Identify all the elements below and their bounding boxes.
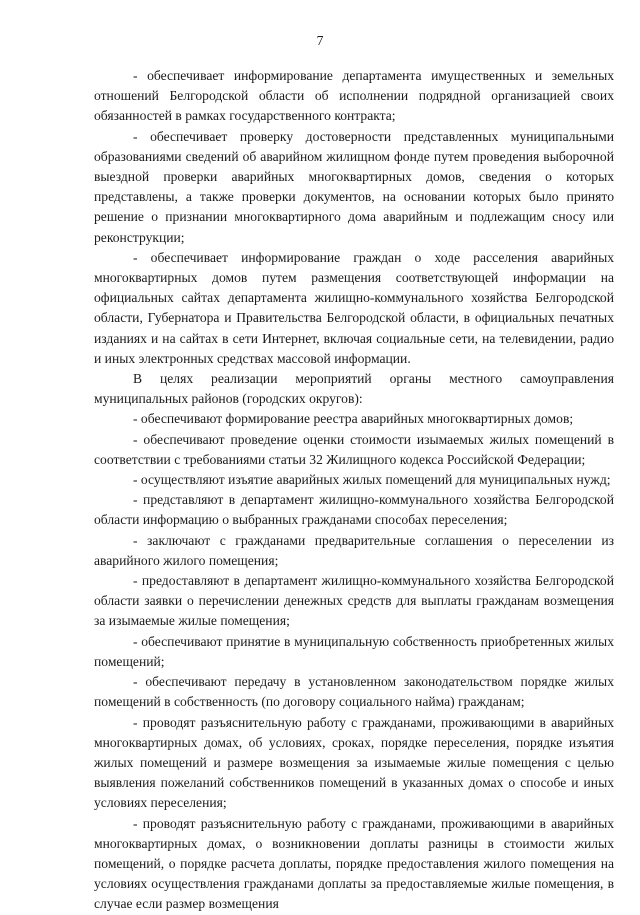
paragraph: - заключают с гражданами предварительные соглашения о переселении из аварийного жилого помещения; bbox=[94, 532, 614, 568]
paragraph: - обеспечивают проведение оценки стоимости изымаемых жилых помещений в соответствии с требованиями статьи 32 Жилищного кодекса Российской Федерации; bbox=[94, 431, 614, 467]
paragraph: - обеспечивает проверку достоверности представленных муниципальными образованиями сведений об аварийном жилищном фонде путем проведения выборочной выездной проверки аварийных многоквартирных домов, сведения о которых представлены, а также проверки документов, на основании которых было принято решение о признании многоквартирного дома аварийным и подлежащим сносу или реконструкции; bbox=[94, 128, 614, 245]
paragraph: В целях реализации мероприятий органы местного самоуправления муниципальных районов (городских округов): bbox=[94, 371, 614, 407]
page-number: 7 bbox=[316, 33, 324, 48]
paragraph: - обеспечивает информирование департамента имущественных и земельных отношений Белгородской области об исполнении подрядной организацией своих обязанностей в рамках государственного контракта; bbox=[94, 68, 614, 124]
paragraph: - проводят разъяснительную работу с гражданами, проживающими в аварийных многоквартирных домах, об условиях, сроках, порядке переселения, порядке изъятия жилых помещений и размере возмещения за изымаемые жилые помещения с целью выявления пожеланий собственников помещений в указанных домах о способе и иных условиях переселения; bbox=[94, 714, 614, 811]
paragraph: - представляют в департамент жилищно-коммунального хозяйства Белгородской области информацию о выбранных гражданами способах переселения; bbox=[94, 492, 614, 528]
paragraph: - предоставляют в департамент жилищно-коммунального хозяйства Белгородской области заявки о перечислении денежных средств для выплаты гражданам возмещения за изымаемые жилые помещения; bbox=[94, 573, 614, 629]
paragraph: - обеспечивают передачу в установленном законодательством порядке жилых помещений в собственность (по договору социального найма) гражданам; bbox=[94, 674, 614, 710]
paragraph: - обеспечивают принятие в муниципальную собственность приобретенных жилых помещений; bbox=[94, 633, 614, 669]
paragraph: - обеспечивает информирование граждан о ходе расселения аварийных многоквартирных домов путем размещения соответствующей информации на официальных сайтах департамента жилищно-коммунального хозяйства Белгородской области, Губернатора и Правительства Белгородской области, в официальных печатных изданиях и на сайтах в сети Интернет, включая социальные сети, на телевидении, радио и иных электронных средствах массовой информации. bbox=[94, 249, 614, 366]
paragraph: - осуществляют изъятие аварийных жилых помещений для муниципальных нужд; bbox=[133, 472, 611, 488]
paragraph: - проводят разъяснительную работу с гражданами, проживающими в аварийных многоквартирных домах, о возникновении доплаты разницы в стоимости жилых помещений, о порядке расчета доплаты, порядке предоставления жилого помещения на условиях осуществления гражданами доплаты за предоставляемые жилые помещения, в случае если размер возмещения bbox=[94, 815, 614, 912]
document-body bbox=[94, 66, 614, 915]
paragraph: - обеспечивают формирование реестра аварийных многоквартирных домов; bbox=[133, 411, 574, 427]
